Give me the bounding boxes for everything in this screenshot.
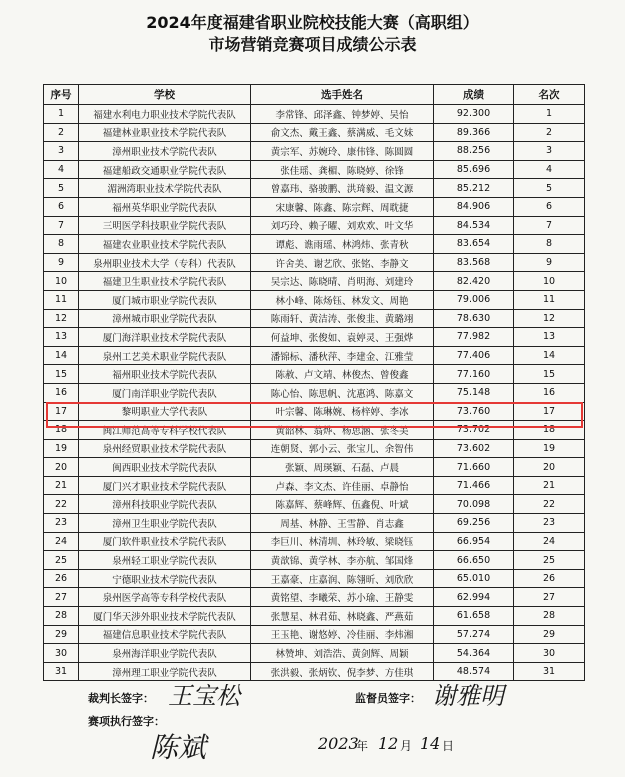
cell-index: 18 (44, 421, 79, 440)
cell-school: 泉州轻工职业学院代表队 (79, 551, 251, 570)
cell-rank: 26 (514, 569, 585, 588)
cell-rank: 4 (514, 160, 585, 179)
cell-score: 89.366 (434, 123, 514, 142)
cell-school: 闽西职业技术学院代表队 (79, 458, 251, 477)
cell-score: 69.256 (434, 514, 514, 533)
header-rank: 名次 (514, 85, 585, 105)
cell-index: 8 (44, 235, 79, 254)
cell-index: 1 (44, 105, 79, 124)
cell-index: 14 (44, 346, 79, 365)
cell-school: 厦门海洋职业技术学院代表队 (79, 328, 251, 347)
cell-contestants: 黄铭望、李曦荣、苏小瑜、王静雯 (251, 588, 434, 607)
cell-score: 92.300 (434, 105, 514, 124)
cell-contestants: 许舍美、谢艺欣、张铭、李静文 (251, 253, 434, 272)
cell-rank: 11 (514, 290, 585, 309)
cell-index: 20 (44, 458, 79, 477)
table-row (44, 216, 585, 235)
table-row (44, 197, 585, 216)
cell-score: 66.650 (434, 551, 514, 570)
cell-school: 泉州经贸职业技术学院代表队 (79, 439, 251, 458)
cell-score: 77.982 (434, 328, 514, 347)
cell-score: 73.602 (434, 439, 514, 458)
cell-rank: 15 (514, 365, 585, 384)
cell-index: 10 (44, 272, 79, 291)
table-row (44, 160, 585, 179)
cell-contestants: 陈心怡、陈思帆、沈惠鸿、陈嘉文 (251, 383, 434, 402)
cell-score: 88.256 (434, 142, 514, 161)
cell-school: 厦门兴才职业技术学院代表队 (79, 476, 251, 495)
cell-rank: 10 (514, 272, 585, 291)
table-row (44, 644, 585, 663)
cell-index: 27 (44, 588, 79, 607)
cell-contestants: 张慧星、林君茹、林晓鑫、严燕茹 (251, 607, 434, 626)
cell-school: 福州职业技术学院代表队 (79, 365, 251, 384)
chief-judge-signature: 王宝松 (168, 682, 240, 710)
cell-contestants: 陈嘉辉、蔡峰辉、伍鑫倪、叶斌 (251, 495, 434, 514)
cell-index: 11 (44, 290, 79, 309)
cell-rank: 21 (514, 476, 585, 495)
cell-rank: 23 (514, 514, 585, 533)
cell-school: 泉州职业技术大学（专科）代表队 (79, 253, 251, 272)
cell-rank: 19 (514, 439, 585, 458)
cell-contestants: 黄宗军、苏婉玲、康伟锋、陈圆圆 (251, 142, 434, 161)
cell-contestants: 王玉艳、谢悠婷、冷佳丽、李炜湘 (251, 625, 434, 644)
cell-score: 84.534 (434, 216, 514, 235)
cell-school: 黎明职业大学代表队 (79, 402, 251, 421)
cell-index: 31 (44, 662, 79, 681)
cell-contestants: 张颖、周瑛颖、石磊、卢晨 (251, 458, 434, 477)
table-row (44, 458, 585, 477)
cell-score: 83.654 (434, 235, 514, 254)
cell-score: 85.212 (434, 179, 514, 198)
table-row (44, 272, 585, 291)
cell-contestants: 王嘉豪、庄嘉润、陈翎昕、刘欣欣 (251, 569, 434, 588)
cell-score: 82.420 (434, 272, 514, 291)
cell-index: 5 (44, 179, 79, 198)
cell-score: 79.006 (434, 290, 514, 309)
table-row (44, 365, 585, 384)
cell-rank: 14 (514, 346, 585, 365)
cell-contestants: 刘巧玲、赖子曜、刘欢欢、叶文华 (251, 216, 434, 235)
table-row (44, 235, 585, 254)
date-year: 2023 (318, 734, 359, 753)
cell-school: 厦门城市职业学院代表队 (79, 290, 251, 309)
cell-score: 61.658 (434, 607, 514, 626)
cell-score: 84.906 (434, 197, 514, 216)
cell-contestants: 叶宗馨、陈琳婉、杨梓婷、李冰 (251, 402, 434, 421)
cell-school: 福建信息职业技术学院代表队 (79, 625, 251, 644)
cell-school: 福建卫生职业技术学院代表队 (79, 272, 251, 291)
cell-index: 16 (44, 383, 79, 402)
cell-rank: 30 (514, 644, 585, 663)
cell-rank: 20 (514, 458, 585, 477)
cell-contestants: 陈赦、卢文靖、林俊杰、曾俊鑫 (251, 365, 434, 384)
chief-judge-label: 裁判长签字： (88, 692, 154, 705)
cell-score: 75.148 (434, 383, 514, 402)
cell-index: 15 (44, 365, 79, 384)
cell-school: 厦门南洋职业学院代表队 (79, 383, 251, 402)
table-row (44, 328, 585, 347)
cell-index: 17 (44, 402, 79, 421)
cell-index: 9 (44, 253, 79, 272)
cell-contestants: 吴宗达、陈晓晴、肖明海、刘建玲 (251, 272, 434, 291)
date-month-suffix: 月 (400, 739, 413, 753)
cell-school: 漳州卫生职业学院代表队 (79, 514, 251, 533)
header-contestants: 选手姓名 (251, 85, 434, 105)
date-month: 12 (378, 734, 399, 753)
table-row (44, 253, 585, 272)
cell-rank: 31 (514, 662, 585, 681)
cell-rank: 2 (514, 123, 585, 142)
header-index: 序号 (44, 85, 79, 105)
cell-contestants: 谭彪、谯雨瑶、林鸿炜、张青秋 (251, 235, 434, 254)
cell-rank: 24 (514, 532, 585, 551)
cell-contestants: 曾嘉玮、骆骏鹏、洪琦毅、温文源 (251, 179, 434, 198)
cell-contestants: 陈雨轩、黄洁涛、张俊韭、黄璐翊 (251, 309, 434, 328)
cell-school: 漳州职业技术学院代表队 (79, 142, 251, 161)
cell-contestants: 连朝贤、郭小云、张宝儿、余智伟 (251, 439, 434, 458)
cell-school: 厦门软件职业技术学院代表队 (79, 532, 251, 551)
cell-rank: 6 (514, 197, 585, 216)
table-row (44, 569, 585, 588)
cell-school: 福建水利电力职业技术学院代表队 (79, 105, 251, 124)
table-row (44, 495, 585, 514)
date-day: 14 (420, 734, 441, 753)
cell-index: 28 (44, 607, 79, 626)
cell-score: 73.760 (434, 402, 514, 421)
cell-rank: 22 (514, 495, 585, 514)
cell-contestants: 李巨川、林清圳、林玲敏、梁晓钰 (251, 532, 434, 551)
cell-rank: 25 (514, 551, 585, 570)
cell-school: 闽江师范高等专科学校代表队 (79, 421, 251, 440)
cell-contestants: 周基、林静、王雪静、肖志鑫 (251, 514, 434, 533)
date-year-suffix: 年 (356, 739, 369, 753)
table-row (44, 421, 585, 440)
table-row (44, 514, 585, 533)
cell-school: 泉州医学高等专科学校代表队 (79, 588, 251, 607)
cell-school: 福州英华职业学院代表队 (79, 197, 251, 216)
cell-index: 7 (44, 216, 79, 235)
cell-rank: 16 (514, 383, 585, 402)
cell-score: 62.994 (434, 588, 514, 607)
cell-index: 23 (44, 514, 79, 533)
cell-school: 漳州理工职业学院代表队 (79, 662, 251, 681)
cell-school: 泉州海洋职业学院代表队 (79, 644, 251, 663)
cell-contestants: 宋康馨、陈鑫、陈宗辉、周耽捷 (251, 197, 434, 216)
cell-score: 66.954 (434, 532, 514, 551)
cell-rank: 18 (514, 421, 585, 440)
table-row (44, 309, 585, 328)
table-row (44, 532, 585, 551)
cell-contestants: 黄歆锦、黄学林、李亦航、邹国烽 (251, 551, 434, 570)
cell-index: 19 (44, 439, 79, 458)
cell-rank: 1 (514, 105, 585, 124)
cell-index: 29 (44, 625, 79, 644)
table-row (44, 383, 585, 402)
cell-index: 24 (44, 532, 79, 551)
cell-school: 福建船政交通职业学院代表队 (79, 160, 251, 179)
cell-rank: 7 (514, 216, 585, 235)
cell-index: 25 (44, 551, 79, 570)
supervisor-label: 监督员签字： (355, 692, 421, 705)
cell-rank: 28 (514, 607, 585, 626)
table-row (44, 476, 585, 495)
cell-score: 65.010 (434, 569, 514, 588)
supervisor-signature: 谢雅明 (432, 682, 504, 710)
cell-school: 厦门华天涉外职业技术学院代表队 (79, 607, 251, 626)
cell-school: 湄洲湾职业技术学院代表队 (79, 179, 251, 198)
cell-school: 漳州科技职业学院代表队 (79, 495, 251, 514)
table-row (44, 588, 585, 607)
cell-score: 78.630 (434, 309, 514, 328)
cell-index: 21 (44, 476, 79, 495)
cell-rank: 29 (514, 625, 585, 644)
cell-index: 26 (44, 569, 79, 588)
cell-rank: 17 (514, 402, 585, 421)
cell-contestants: 黄韶林、翁烨、杨思涵、张冬美 (251, 421, 434, 440)
date-day-suffix: 日 (442, 739, 455, 753)
table-row (44, 105, 585, 124)
table-row (44, 346, 585, 365)
cell-score: 77.406 (434, 346, 514, 365)
table-header-row (44, 85, 585, 105)
cell-contestants: 林赞坤、刘浩浩、黄剑辉、周颖 (251, 644, 434, 663)
cell-index: 22 (44, 495, 79, 514)
cell-school: 泉州工艺美术职业学院代表队 (79, 346, 251, 365)
cell-index: 2 (44, 123, 79, 142)
cell-school: 宁德职业技术学院代表队 (79, 569, 251, 588)
cell-score: 83.568 (434, 253, 514, 272)
cell-contestants: 何益坤、张俊如、袁婷灵、王强烨 (251, 328, 434, 347)
table-row (44, 142, 585, 161)
table-row (44, 551, 585, 570)
executive-label: 赛项执行签字： (88, 715, 165, 728)
cell-score: 71.660 (434, 458, 514, 477)
cell-score: 73.702 (434, 421, 514, 440)
cell-score: 71.466 (434, 476, 514, 495)
table-row (44, 402, 585, 421)
cell-score: 85.696 (434, 160, 514, 179)
cell-score: 48.574 (434, 662, 514, 681)
cell-rank: 12 (514, 309, 585, 328)
cell-school: 三明医学科技职业学院代表队 (79, 216, 251, 235)
table-row (44, 179, 585, 198)
table-row (44, 290, 585, 309)
cell-contestants: 张佳瑶、龚楣、陈晓婷、徐锋 (251, 160, 434, 179)
cell-contestants: 林小峰、陈炀钰、林发文、周艳 (251, 290, 434, 309)
cell-index: 3 (44, 142, 79, 161)
cell-contestants: 卢森、李文杰、许佳丽、卓静怡 (251, 476, 434, 495)
cell-index: 6 (44, 197, 79, 216)
cell-school: 福建农业职业技术学院代表队 (79, 235, 251, 254)
cell-rank: 27 (514, 588, 585, 607)
cell-contestants: 李常锋、邱泽鑫、钟梦婷、吴怡 (251, 105, 434, 124)
cell-rank: 9 (514, 253, 585, 272)
document-title: 2024年度福建省职业院校技能大赛（高职组） (146, 13, 479, 32)
header-score: 成绩 (434, 85, 514, 105)
cell-school: 福建林业职业技术学院代表队 (79, 123, 251, 142)
table-row (44, 607, 585, 626)
cell-school: 漳州城市职业学院代表队 (79, 309, 251, 328)
table-row (44, 439, 585, 458)
cell-score: 77.160 (434, 365, 514, 384)
cell-contestants: 潘锦标、潘秋萍、李建金、江雅莹 (251, 346, 434, 365)
cell-index: 12 (44, 309, 79, 328)
table-row (44, 625, 585, 644)
cell-rank: 13 (514, 328, 585, 347)
document-subtitle: 市场营销竞赛项目成绩公示表 (208, 35, 417, 54)
cell-contestants: 俞文杰、戴王鑫、蔡满威、毛文妹 (251, 123, 434, 142)
cell-score: 70.098 (434, 495, 514, 514)
cell-score: 57.274 (434, 625, 514, 644)
cell-rank: 5 (514, 179, 585, 198)
cell-contestants: 张洪毅、张炳钦、倪李梦、方佳琪 (251, 662, 434, 681)
header-school: 学校 (79, 85, 251, 105)
cell-rank: 8 (514, 235, 585, 254)
cell-score: 54.364 (434, 644, 514, 663)
cell-rank: 3 (514, 142, 585, 161)
table-row (44, 123, 585, 142)
cell-index: 30 (44, 644, 79, 663)
cell-index: 4 (44, 160, 79, 179)
cell-index: 13 (44, 328, 79, 347)
results-table (43, 84, 585, 681)
executive-signature: 陈斌 (150, 731, 207, 764)
